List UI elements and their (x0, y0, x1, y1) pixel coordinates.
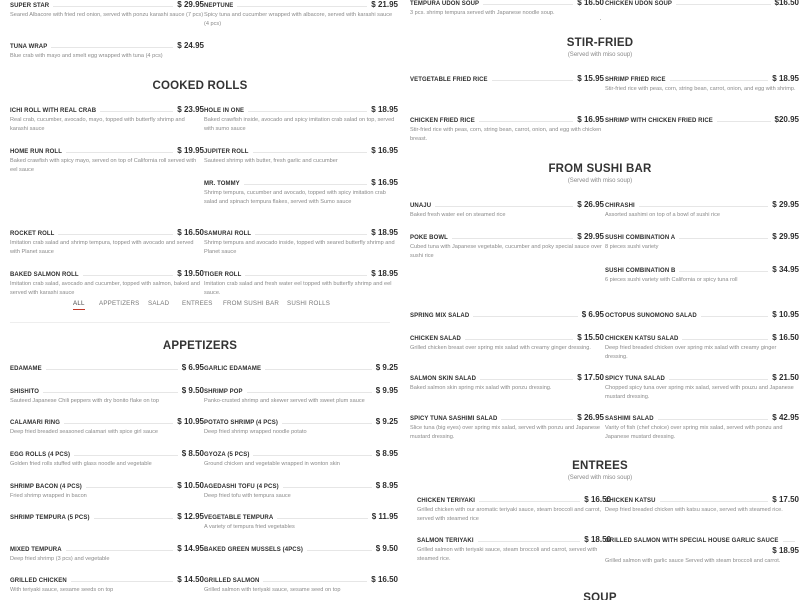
item-price: $ 29.95 (577, 232, 604, 241)
item-price: $ 16.95 (371, 146, 398, 155)
item-name: MIXED TEMPURA (10, 547, 62, 553)
item-name: SUSHI COMBINATION A (605, 235, 676, 241)
item-name: SPICY TUNA SASHIMI SALAD (410, 416, 498, 422)
item-price: $16.50 (774, 0, 799, 7)
leader-line (282, 423, 372, 424)
item-name: ICHI ROLL WITH REAL CRAB (10, 108, 97, 114)
menu-item (10, 386, 204, 406)
item-description: Slice tuna (big eyes) over spring mix salad, served with ponzu and Japanese mustard dressing. (410, 425, 600, 440)
item-price: $ 16.50 (371, 575, 398, 584)
menu-item (605, 232, 799, 252)
item-price: $ 10.95 (772, 310, 799, 319)
leader-line (248, 111, 367, 112)
right-menu-pane (400, 0, 800, 600)
leader-line (473, 316, 577, 317)
item-description: Baked fresh water eel on steamed rice (410, 212, 506, 218)
item-name: EGG ROLLS (4 PCS) (10, 452, 71, 458)
menu-item (605, 333, 799, 361)
item-price: $ 15.95 (577, 74, 604, 83)
menu-item (204, 575, 398, 595)
item-name: BAKED SALMON ROLL (10, 272, 79, 278)
item-price: $ 9.25 (375, 417, 398, 426)
leader-line (94, 518, 174, 519)
menu-item (410, 0, 604, 18)
menu-item (10, 481, 204, 501)
item-description: Sauteed shrimp with butter, fresh garlic and cucumber (204, 158, 338, 164)
item-name: BAKED GREEN MUSSELS (4PCS) (204, 547, 303, 553)
item-price: $ 9.50 (181, 386, 204, 395)
menu-item (417, 535, 611, 563)
section-title-soup: SOUP (583, 592, 617, 600)
item-name: SHISHITO (10, 389, 40, 395)
item-description: Spicy tuna and cucumber wrapped with albacore, served with karashi sauce (4 pcs) (204, 12, 393, 27)
item-price: $ 15.50 (577, 333, 604, 342)
item-description: Ground chicken and vegetable wrapped in wonton skin (204, 461, 340, 467)
item-description: Fried shrimp wrapped in bacon (10, 493, 87, 499)
item-description: Baked salmon skin spring mix salad with ponzu dressing. (410, 385, 552, 391)
item-price: $ 26.95 (577, 200, 604, 209)
leader-line (478, 541, 581, 542)
leader-line (465, 339, 573, 340)
menu-item (605, 535, 799, 566)
leader-line (480, 379, 573, 380)
menu-item (605, 495, 799, 515)
item-price: $ 19.95 (177, 146, 204, 155)
leader-line (247, 392, 372, 393)
item-price: $ 23.95 (177, 105, 204, 114)
item-name: SALMON TERIYAKI (417, 538, 474, 544)
item-description: A variety of tempura fried vegetables (204, 524, 295, 530)
leader-line (66, 550, 174, 551)
leader-line (53, 6, 173, 7)
item-name: SASHIMI SALAD (605, 416, 654, 422)
leader-line (277, 518, 367, 519)
item-description: Grilled salmon with teriyaki sauce, steam broccoli and carrot, served with steamed rice. (417, 547, 598, 562)
item-name: HOME RUN ROLL (10, 149, 62, 155)
menu-item (204, 269, 398, 297)
item-name: JUPITER ROLL (204, 149, 249, 155)
menu-item (605, 373, 799, 401)
leader-line (501, 419, 573, 420)
menu-item (10, 363, 204, 372)
item-price: $ 16.50 (584, 495, 611, 504)
item-description: Deep fried breaded chicken over spring mix salad with creamy ginger dressing. (605, 345, 777, 360)
item-price: $ 10.95 (177, 417, 204, 426)
item-description: Grilled salmon with garlic sauce Served with steam broccoli and carrot. (605, 558, 781, 564)
section-subtitle-stir-fried: (Served with miso soup) (567, 52, 633, 58)
item-name: TUNA WRAP (10, 44, 48, 50)
item-name: NEPTUNE (204, 3, 234, 9)
leader-line (669, 379, 768, 380)
item-name: UNAJU (410, 203, 432, 209)
item-name: SALMON SKIN SALAD (410, 376, 477, 382)
leader-line (64, 423, 173, 424)
item-price: $ 29.95 (772, 232, 799, 241)
leader-line (639, 206, 768, 207)
leader-line (255, 234, 367, 235)
item-name: SUSHI COMBINATION B (605, 268, 676, 274)
item-price: $ 24.95 (177, 41, 204, 50)
leader-line (58, 234, 173, 235)
item-name: GRILLED SALMON WITH SPECIAL HOUSE GARLIC SAUCE (605, 538, 779, 544)
item-name: GYOZA (5 PCS) (204, 452, 250, 458)
item-price: $ 29.95 (772, 200, 799, 209)
menu-item (10, 512, 204, 521)
item-price: $ 19.50 (177, 269, 204, 278)
item-description: Seared Albacore with fried red onion, served with ponzu karashi sauce (7 pcs) (10, 12, 204, 18)
item-price: $ 29.95 (177, 0, 204, 9)
item-price: $ 8.95 (375, 449, 398, 458)
item-name: SHRIMP WITH CHICKEN FRIED RICE (605, 118, 713, 124)
menu-item (10, 544, 204, 564)
menu-item (605, 115, 799, 124)
item-price: $ 18.95 (371, 269, 398, 278)
leader-line (253, 152, 368, 153)
menu-item (410, 310, 604, 319)
item-price: $ 8.50 (181, 449, 204, 458)
item-name: OCTOPUS SUNOMONO SALAD (605, 313, 697, 319)
tab-entrees[interactable]: ENTREES (182, 300, 213, 307)
item-price: $ 18.95 (371, 105, 398, 114)
item-price: $ 18.95 (772, 546, 799, 555)
item-name: AGEDASHI TOFU (4 PCS) (204, 484, 279, 490)
item-price: $ 42.95 (772, 413, 799, 422)
item-description: Sauteed Japanese Chili peppers with dry bonito flake on top (10, 398, 159, 404)
item-description: Shrimp tempura, cucumber and avocado, topped with spicy imitation crab salad and spinach tempura flakes, served with Sumo sauce (204, 190, 386, 205)
item-description: Deep fried shrimp (3 pcs) and vegetable (10, 556, 110, 562)
item-name: SUPER STAR (10, 3, 50, 9)
section-title-cooked-rolls: COOKED ROLLS (152, 80, 248, 92)
item-price: $ 21.95 (371, 0, 398, 9)
item-description: Stir-fried rice with peas, corn, string bean, carrot, onion, and egg with shrimp. (605, 86, 796, 92)
menu-item (204, 386, 398, 406)
item-description: Deep fried tofu with tempura sauce (204, 493, 291, 499)
item-name: VETGETABLE FRIED RICE (410, 77, 488, 83)
item-price: $ 9.25 (375, 363, 398, 372)
menu-item (10, 575, 204, 595)
item-price: $ 16.50 (772, 333, 799, 342)
leader-line (452, 238, 573, 239)
item-price: $ 16.95 (577, 115, 604, 124)
item-description: Deep fried shrimp wrapped noodle potato (204, 429, 307, 435)
item-name: TIGER ROLL (204, 272, 242, 278)
item-price: $ 17.50 (772, 495, 799, 504)
menu-item (10, 146, 204, 174)
menu-item (10, 449, 204, 469)
tab-all[interactable]: ALL (73, 300, 85, 307)
leader-line (670, 80, 769, 81)
menu-item (417, 495, 611, 523)
leader-line (435, 206, 573, 207)
item-name: CHICKEN TERIYAKI (417, 498, 476, 504)
item-description: Imitation crab salad, avocado and cucumber, topped with salmon, baked and served with karashi sauce (10, 281, 200, 296)
item-price: $ 10.50 (177, 481, 204, 490)
tab-appetizers[interactable]: APPETIZERS (99, 300, 140, 307)
leader-line (83, 275, 174, 276)
section-subtitle-from-sushi-bar: (Served with miso soup) (567, 178, 633, 184)
item-description: Assorted sashimi on top of a bowl of sushi rice (605, 212, 721, 218)
tab-salad[interactable]: SALAD (148, 300, 170, 307)
item-price: $ 8.95 (375, 481, 398, 490)
leader-line (100, 111, 173, 112)
leader-line (245, 275, 367, 276)
menu-item (605, 0, 799, 7)
item-price: $ 21.50 (772, 373, 799, 382)
menu-item (204, 0, 398, 28)
item-description: Grilled salmon with teriyaki sauce, sesame seed on top (204, 587, 341, 593)
item-description: Baked crawfish inside, avocado and spicy imitation crab salad on top, served with sumo sauce (204, 117, 395, 132)
menu-item (204, 178, 398, 206)
item-description: Golden fried rolls stuffed with glass noodle and vegetable (10, 461, 152, 467)
item-price: $ 18.95 (772, 74, 799, 83)
item-price: $ 11.95 (371, 512, 398, 521)
item-name: TEMPURA UDON SOUP (410, 1, 480, 7)
item-name: CHIRASHI (605, 203, 635, 209)
item-description: Deep fried breaded seasoned calamari with spice girl sauce (10, 429, 159, 435)
item-description: Baked crawfish with spicy mayo, served on top of California roll served with eel sauce (10, 158, 197, 173)
leader-line (71, 581, 173, 582)
item-description: Panko-crusted shrimp and skewer served with sweet plum sauce (204, 398, 365, 404)
leader-line (679, 238, 768, 239)
menu-item (410, 74, 604, 83)
item-price: $ 16.50 (577, 0, 604, 7)
leader-line (46, 369, 178, 370)
item-price: $ 16.50 (177, 228, 204, 237)
menu-item (605, 265, 799, 285)
leader-line (244, 184, 368, 185)
menu-item (10, 228, 204, 256)
leader-line (717, 121, 771, 122)
section-title-from-sushi-bar: FROM SUSHI BAR (548, 163, 652, 175)
leader-line (483, 4, 573, 5)
item-description: Grilled chicken breast over spring mix salad with creamy ginger dressing. (410, 345, 591, 351)
menu-item (10, 417, 204, 437)
item-description: With teriyaki sauce, sesame seeds on top (10, 587, 114, 593)
menu-item (204, 481, 398, 501)
leader-line (479, 121, 573, 122)
item-name: SHRIMP POP (204, 389, 243, 395)
item-price: $ 6.95 (581, 310, 604, 319)
menu-item (605, 200, 799, 220)
menu-item (204, 512, 398, 532)
item-description: Blue crab with mayo and smelt egg wrapped with tuna (4 pcs) (10, 53, 163, 59)
menu-item (10, 269, 204, 297)
menu-item (410, 115, 604, 143)
item-name: SPICY TUNA SALAD (605, 376, 665, 382)
menu-item (605, 413, 799, 441)
leader-line (237, 6, 367, 7)
item-name: POKE BOWL (410, 235, 448, 241)
leader-line (43, 392, 178, 393)
section-title-appetizers: APPETIZERS (162, 340, 238, 352)
section-title-entrees: ENTREES (572, 460, 628, 472)
menu-item (410, 373, 604, 393)
item-price: $ 26.95 (577, 413, 604, 422)
menu-item (10, 41, 204, 61)
item-description: Varity of fish (chef choice) over spring mix salad, served with ponzu and Japanese mustard dressing. (605, 425, 783, 440)
item-description: Stir-fried rice with peas, corn, string bean, carrot, onion, and egg with chicken breast. (410, 127, 602, 142)
category-tabs (0, 298, 400, 312)
item-name: SHRIMP TEMPURA (5 PCS) (10, 515, 90, 521)
item-name: CHICKEN FRIED RICE (410, 118, 475, 124)
tabs-divider (10, 322, 390, 323)
item-name: SAMURAI ROLL (204, 231, 252, 237)
item-description: Imitation crab salad and fresh water eel topped with butterfly shrimp and eel sauce. (204, 281, 392, 296)
item-name: CHICKEN KATSU (605, 498, 656, 504)
leader-line (701, 316, 769, 317)
item-description: Cubed tuna with Japanese vegetable, cucumber and poky special sauce over sushi rice (410, 244, 602, 259)
item-price: $ 16.95 (371, 178, 398, 187)
leader-line (307, 550, 372, 551)
item-name: CHICKEN UDON SOUP (605, 1, 673, 7)
item-description: Chopped spicy tuna over spring mix salad, served with pouzu and Japanese mustard dressing. (605, 385, 794, 400)
menu-item (605, 310, 799, 319)
item-name: SHRIMP BACON (4 PCS) (10, 484, 82, 490)
leader-line (66, 152, 173, 153)
leader-line (660, 501, 769, 502)
leader-line (679, 271, 768, 272)
item-name: GRILLED CHICKEN (10, 578, 67, 584)
item-name: POTATO SHRIMP (4 PCS) (204, 420, 278, 426)
tab-sushi-rolls[interactable]: SUSHI ROLLS (287, 300, 331, 307)
item-name: HOLE IN ONE (204, 108, 245, 114)
leader-line (253, 455, 371, 456)
leader-line (283, 487, 372, 488)
item-name: MR. TOMMY (204, 181, 240, 187)
item-price: $ 12.95 (177, 512, 204, 521)
item-name: CHICKEN KATSU SALAD (605, 336, 679, 342)
separator-dot (600, 19, 601, 20)
menu-item (10, 105, 204, 133)
item-description: Grilled chicken with our aromatic teriyaki sauce, steam broccoli and carrot, served with steamed rice (417, 507, 602, 522)
menu-item (204, 363, 398, 372)
item-name: CHICKEN SALAD (410, 336, 461, 342)
tab-from-sushi-bar[interactable]: FROM SUSHI BAR (223, 300, 280, 307)
menu-item (410, 413, 604, 441)
item-name: CALAMARI RING (10, 420, 60, 426)
leader-line (265, 369, 372, 370)
leader-line (658, 419, 769, 420)
item-price: $ 6.95 (181, 363, 204, 372)
item-price: $ 18.95 (371, 228, 398, 237)
item-description: Deep fried breaded chicken with katsu sauce, served with steamed rice. (605, 507, 783, 513)
menu-item (204, 228, 398, 256)
item-description: Shrimp tempura and avocado inside, topped with seared butterfly shrimp and Planet sauce (204, 240, 395, 255)
menu-item (204, 146, 398, 166)
item-description: 8 pieces sushi variety (605, 244, 659, 250)
menu-item (10, 0, 204, 20)
menu-item (410, 200, 604, 220)
menu-item (204, 105, 398, 133)
item-name: ROCKET ROLL (10, 231, 55, 237)
item-name: EDAMAME (10, 366, 42, 372)
menu-item (204, 449, 398, 469)
leader-line (479, 501, 580, 502)
item-description: 3 pcs. shrimp tempura served with Japanese noodle soup. (410, 10, 555, 16)
item-description: Imitation crab salad and shrimp tempura, topped with avocado and served with Planet sauce (10, 240, 194, 255)
menu-item (204, 417, 398, 437)
item-price: $20.95 (774, 115, 799, 124)
item-price: $ 17.50 (577, 373, 604, 382)
leader-line (676, 4, 770, 5)
item-description: Real crab, cucumber, avocado, mayo, topped with butterfly shrimp and karashi sauce (10, 117, 185, 132)
item-name: SPRING MIX SALAD (410, 313, 470, 319)
menu-item (204, 544, 398, 553)
menu-item (605, 74, 799, 94)
leader-line (51, 47, 173, 48)
item-price: $ 14.95 (177, 544, 204, 553)
item-name: GRILLED SALMON (204, 578, 260, 584)
item-price: $ 34.95 (772, 265, 799, 274)
item-price: $ 9.95 (375, 386, 398, 395)
item-description: 6 pieces sushi variety with California or spicy tuna roll (605, 277, 738, 283)
menu-item (410, 232, 604, 260)
section-title-stir-fried: STIR-FRIED (566, 37, 634, 49)
leader-line (74, 455, 178, 456)
item-name: VEGETABLE TEMPURA (204, 515, 274, 521)
item-price: $ 9.50 (375, 544, 398, 553)
item-price: $ 18.50 (584, 535, 611, 544)
menu-item (410, 333, 604, 353)
item-name: GARLIC EDAMAME (204, 366, 262, 372)
leader-line (263, 581, 367, 582)
leader-line (86, 487, 173, 488)
section-subtitle-entrees: (Served with miso soup) (567, 475, 633, 481)
item-price: $ 14.50 (177, 575, 204, 584)
leader-line (682, 339, 768, 340)
leader-line (492, 80, 574, 81)
item-name: SHRIMP FRIED RICE (605, 77, 666, 83)
leader-line (783, 541, 796, 542)
